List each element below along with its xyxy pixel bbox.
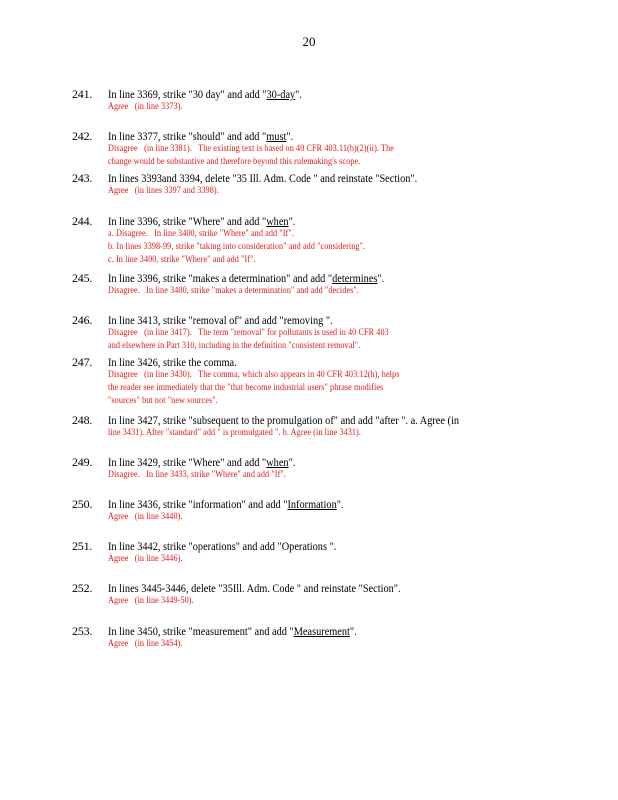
response-note: Agree (in line 3454). (108, 638, 183, 649)
comment-item (72, 581, 542, 623)
response-note: Agree (in line 3373). (108, 102, 183, 112)
comment-body (108, 271, 538, 298)
response-note: Agree (in line 3440). (108, 512, 183, 523)
instruction-fragment: ". (336, 497, 344, 512)
instruction-fragment: In lines 3393and 3394, delete "35 Ill. Adm. Code " and reinstate "Section". (108, 171, 418, 186)
inserted-text: must (266, 129, 287, 144)
response-note: Disagree. In line 3433, strike "Where" and add "If". (108, 469, 286, 480)
comment-body (108, 624, 538, 651)
response-note: c. In line 3400, strike "Where" and add "If". (108, 254, 256, 265)
comment-list (72, 87, 542, 666)
instruction-fragment: In line 3426, strike the comma. (108, 355, 237, 370)
instruction-text (108, 214, 478, 228)
instruction-text (108, 87, 478, 101)
comment-body (108, 581, 538, 608)
inserted-text: when (266, 213, 289, 228)
comment-number: 243. (72, 171, 93, 186)
inserted-text: when (266, 454, 289, 469)
instruction-text (108, 497, 478, 511)
response-note: a. Disagree. In line 3400, strike "Where" and add "If". (108, 228, 294, 239)
instruction-text (108, 539, 478, 553)
inserted-text: Measurement (293, 623, 350, 638)
comment-body (108, 497, 538, 524)
comment-item (72, 539, 542, 581)
response-note: Disagree (in line 3417). The term "removal" for pollutants is used in 40 CFR 403 (108, 328, 389, 339)
comment-number: 253. (72, 623, 93, 638)
comment-body (108, 355, 538, 408)
inserted-text: determines (332, 270, 378, 285)
inserted-text: 30-day (266, 87, 296, 101)
comment-body (108, 129, 538, 169)
instruction-text (108, 581, 478, 595)
instruction-fragment: In lines 3445-3446, delete "35Ill. Adm. Code " and reinstate "Section". (108, 581, 401, 596)
page-number: 20 (302, 34, 316, 49)
comment-body (108, 539, 538, 566)
comment-item (72, 87, 542, 129)
comment-number: 246. (72, 313, 93, 328)
instruction-text (108, 313, 478, 327)
response-note: Agree (in lines 3397 and 3398). (108, 186, 219, 197)
comment-body (108, 455, 538, 482)
instruction-fragment: ". (288, 454, 296, 469)
response-note: Agree (in line 3449-50). (108, 596, 194, 607)
instruction-fragment: In line 3369, strike "30 day" and add " (108, 87, 267, 101)
comment-item (72, 271, 542, 313)
instruction-fragment: ". (349, 623, 357, 638)
comment-item (72, 313, 542, 355)
instruction-text (108, 271, 478, 285)
instruction-fragment: ". (288, 213, 296, 228)
comment-body (108, 87, 538, 114)
instruction-fragment: In line 3442, strike "operations" and add "Operations ". (108, 539, 337, 554)
response-note: change would be substantive and therefore beyond this rulemaking's scope. (108, 157, 361, 168)
response-note: Disagree (in line 3381). The existing text is based on 40 CFR 403.11(b)(2)(ii). The (108, 144, 394, 155)
response-note: b. In lines 3398-99, strike "taking into consideration" and add "considering". (108, 241, 366, 252)
comment-item (72, 355, 542, 412)
instruction-fragment: In line 3396, strike "makes a determination" and add " (108, 270, 333, 285)
instruction-text (108, 355, 478, 369)
response-note: "sources" but not "new sources". (108, 396, 218, 407)
instruction-text (108, 171, 478, 185)
response-note: line 3431). After "standard" add " is promulgated ". b. Agree (in line 3431). (108, 427, 361, 438)
instruction-text (108, 455, 478, 469)
instruction-fragment: In line 3396, strike "Where" and add " (108, 213, 267, 228)
response-note: Disagree (in line 3430). The comma, which also appears in 40 CFR 403.12(h), helps (108, 370, 400, 381)
instruction-fragment: In line 3427, strike "subsequent to the promulgation of" and add "after ". a. Agree (in (108, 412, 460, 427)
instruction-fragment: ". (295, 87, 302, 101)
response-note: the reader see immediately that the "that become industrial users" phrase modifies (108, 383, 384, 394)
comment-body (108, 413, 538, 440)
comment-number: 241. (72, 87, 93, 101)
comment-item (72, 214, 542, 271)
instruction-text (108, 413, 478, 427)
comment-number: 250. (72, 497, 93, 512)
comment-item (72, 497, 542, 539)
comment-body (108, 171, 538, 198)
instruction-fragment: In line 3413, strike "removal of" and add "removing ". (108, 313, 333, 328)
comment-number: 245. (72, 270, 93, 285)
comment-number: 251. (72, 539, 93, 554)
instruction-fragment: In line 3377, strike "should" and add " (108, 129, 267, 144)
comment-number: 249. (72, 454, 93, 469)
instruction-fragment: In line 3436, strike "information" and add " (108, 497, 288, 512)
comment-number: 252. (72, 581, 93, 596)
instruction-fragment: In line 3429, strike "Where" and add " (108, 454, 267, 469)
response-note: and elsewhere in Part 310, including in the definition "consistent removal". (108, 341, 361, 352)
instruction-fragment: ". (286, 129, 294, 144)
inserted-text: Information (287, 497, 337, 512)
comment-item (72, 129, 542, 171)
comment-number: 247. (72, 355, 93, 370)
comment-number: 248. (72, 412, 93, 427)
comment-item (72, 413, 542, 455)
comment-number: 244. (72, 213, 93, 228)
instruction-fragment: ". (377, 270, 385, 285)
comment-body (108, 214, 538, 267)
instruction-text (108, 129, 478, 143)
comment-number: 242. (72, 129, 93, 144)
comment-item (72, 624, 542, 666)
instruction-fragment: In line 3450, strike "measurement" and add " (108, 623, 294, 638)
instruction-text (108, 624, 478, 638)
comment-body (108, 313, 538, 353)
response-note: Disagree. In line 3400, strike "makes a determination" and add "decides". (108, 285, 359, 296)
response-note: Agree (in line 3446). (108, 554, 183, 565)
comment-item (72, 171, 542, 213)
comment-item (72, 455, 542, 497)
